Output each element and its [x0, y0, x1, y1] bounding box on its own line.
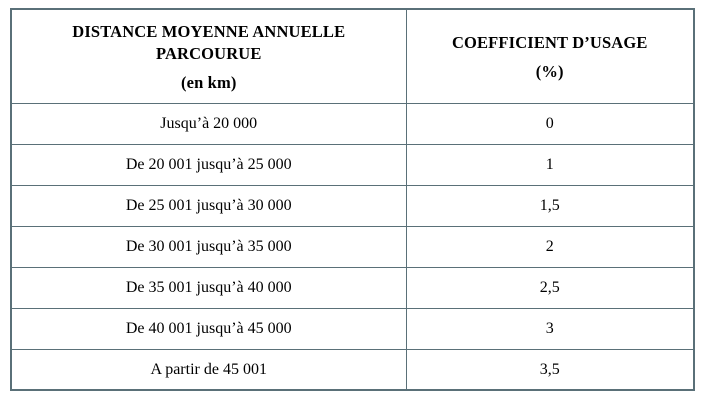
cell-distance: Jusqu’à 20 000 [11, 103, 406, 144]
table-row [11, 308, 694, 349]
cell-coefficient: 2 [406, 226, 694, 267]
table-row [11, 226, 694, 267]
table-row [11, 144, 694, 185]
table-header [11, 9, 694, 103]
table-row [11, 267, 694, 308]
tariff-table-container [10, 8, 693, 388]
cell-distance: De 20 001 jusqu’à 25 000 [11, 144, 406, 185]
table-body [11, 103, 694, 390]
table-row [11, 185, 694, 226]
cell-distance: De 40 001 jusqu’à 45 000 [11, 308, 406, 349]
cell-distance: A partir de 45 001 [11, 349, 406, 390]
cell-coefficient: 1 [406, 144, 694, 185]
cell-coefficient: 1,5 [406, 185, 694, 226]
cell-distance: De 35 001 jusqu’à 40 000 [11, 267, 406, 308]
column-header-coefficient [406, 9, 694, 103]
column-header-distance-line2: PARCOURUE [155, 43, 262, 63]
cell-coefficient: 2,5 [406, 267, 694, 308]
cell-coefficient: 3,5 [406, 349, 694, 390]
cell-distance: De 30 001 jusqu’à 35 000 [11, 226, 406, 267]
cell-distance: De 25 001 jusqu’à 30 000 [11, 185, 406, 226]
column-header-coefficient-line1: COEFFICIENT D’USAGE [451, 32, 648, 52]
cell-coefficient: 0 [406, 103, 694, 144]
column-header-distance-line1: DISTANCE MOYENNE ANNUELLE [72, 21, 346, 41]
usage-coefficient-table [10, 8, 695, 391]
column-header-distance-unit: (en km) [180, 72, 237, 92]
table-row [11, 349, 694, 390]
cell-coefficient: 3 [406, 308, 694, 349]
column-header-distance [11, 9, 406, 103]
table-header-row [11, 9, 694, 103]
column-header-coefficient-unit: (%) [535, 61, 564, 81]
table-row [11, 103, 694, 144]
